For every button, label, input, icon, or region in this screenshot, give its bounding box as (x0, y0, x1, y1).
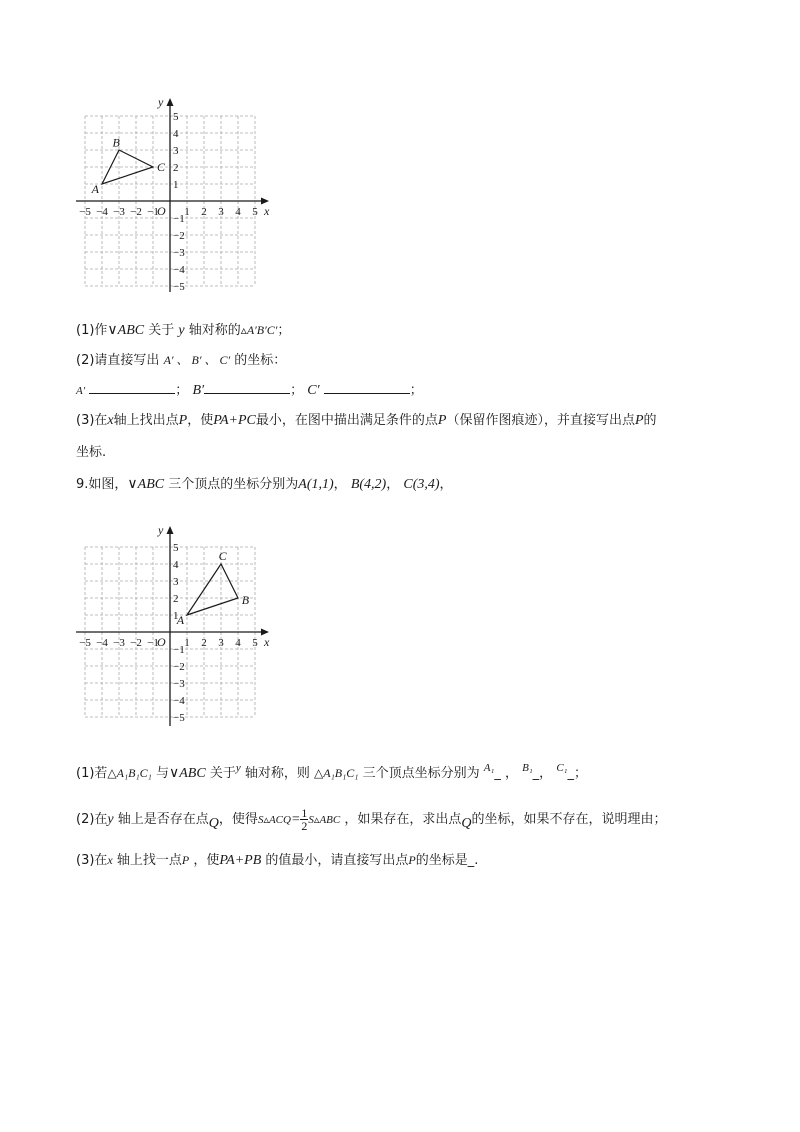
y-tick-2-2: 3 (173, 576, 179, 588)
y-axis-label-2: y (158, 523, 164, 537)
x-tick-2-9: 5 (252, 637, 258, 649)
y-tick-2-7: −3 (173, 678, 185, 690)
q8-part2: (2)请直接写出 A′ 、 B′ 、 C′ 的坐标： (76, 353, 287, 368)
x-axis-label-2: x (264, 635, 270, 649)
y-tick-1-2: 3 (173, 145, 179, 157)
answer-blank-a1[interactable]: _ (494, 766, 501, 781)
x-tick-1-2: −3 (113, 206, 125, 218)
coordinate-figure-2 (60, 516, 280, 736)
y-tick-2-8: −4 (173, 695, 185, 707)
y-axis-label-1: y (158, 95, 164, 109)
answer-blank-c1[interactable]: _ (567, 766, 574, 781)
y-axis-arrow-2 (167, 526, 174, 534)
x-tick-1-0: −5 (79, 206, 91, 218)
x-tick-2-2: −3 (113, 637, 125, 649)
y-tick-1-4: 1 (173, 179, 179, 191)
y-tick-2-1: 4 (173, 559, 179, 571)
y-tick-labels-2 (173, 542, 185, 724)
answer-blank-b1[interactable]: _ (532, 766, 540, 781)
y-tick-1-1: 4 (173, 128, 179, 140)
q9-part2: (2)在y 轴上是否存在点Q，使得S▵ACQ= $\frac{1}{2}$ S▵ABC ，如果存在，求出点Q的坐标，如果不存在，说明理由； (76, 806, 667, 833)
coordinate-figure-1 (60, 92, 280, 302)
q8-part3: (3)在x轴上找出点P，使PA+PC最小，在图中描出满足条件的点P（保留作图痕迹），并直接写出点P的 (76, 413, 657, 428)
x-tick-1-5: 1 (184, 206, 190, 218)
x-tick-1-3: −2 (130, 206, 142, 218)
x-tick-1-8: 4 (235, 206, 241, 218)
vertex-label-a-2: A (176, 612, 185, 627)
x-tick-2-8: 4 (235, 637, 241, 649)
x-tick-2-5: 1 (184, 637, 190, 649)
x-tick-1-9: 5 (252, 206, 258, 218)
vertex-label-c-2: C (218, 549, 227, 564)
x-tick-1-4: −1 (147, 206, 159, 218)
fraction-one-half: $\frac{1}{2}$ (301, 806, 308, 833)
origin-label-2: O (157, 635, 166, 649)
x-tick-labels-1 (79, 206, 258, 218)
x-tick-2-6: 2 (201, 637, 207, 649)
x-tick-1-7: 3 (218, 206, 224, 218)
y-tick-1-3: 2 (173, 162, 179, 174)
q9-part3: (3)在x 轴上找一点P ，使PA+PB 的值最小，请直接写出点P的坐标是_. (76, 853, 479, 868)
answer-blank-c[interactable] (324, 380, 410, 394)
answer-blank-b[interactable] (204, 380, 290, 394)
x-tick-2-0: −5 (79, 637, 91, 649)
y-tick-1-9: −5 (173, 281, 185, 293)
x-tick-2-4: −1 (147, 637, 159, 649)
y-tick-labels-1 (173, 111, 185, 293)
x-tick-2-7: 3 (218, 637, 224, 649)
x-tick-1-6: 2 (201, 206, 207, 218)
x-tick-2-1: −4 (96, 637, 108, 649)
q8-part3-cont: 坐标. (76, 445, 107, 460)
q9-part1: (1)若△A₁B₁C₁ 与∨ABC 关于$^y$ 轴对称，则 △A₁B₁C₁ 三个顶点坐标分别为 $^{A_1}$_ ， $^{B_1}$_， $^{C_1}$_； (76, 762, 587, 781)
q8-part1: (1)作∨ABC 关于 y 轴对称的▵A′B′C′； (76, 323, 291, 338)
x-axis-label-1: x (264, 204, 270, 218)
vertex-label-a-1: A (91, 181, 99, 196)
y-tick-1-8: −4 (173, 264, 185, 276)
x-tick-labels-2 (79, 637, 258, 649)
y-tick-1-6: −2 (173, 230, 185, 242)
y-tick-2-3: 2 (173, 593, 179, 605)
vertex-label-c-1: C (157, 160, 166, 174)
vertex-label-b-1: B (112, 135, 120, 150)
vertex-label-b-2: B (241, 592, 250, 607)
y-tick-1-5: −1 (173, 213, 185, 225)
y-tick-2-0: 5 (173, 542, 179, 554)
q8-answer-blanks: A′ ； B′ ； C′ ； (76, 380, 423, 401)
x-tick-1-1: −4 (96, 206, 108, 218)
x-tick-2-3: −2 (130, 637, 142, 649)
y-axis-arrow-1 (167, 98, 174, 106)
y-tick-1-7: −3 (173, 247, 185, 259)
q9-intro: 9.如图，∨ABC 三个顶点的坐标分别为A(1,1)， B(4,2)， C(3,4)， (76, 477, 453, 492)
origin-label-1: O (157, 204, 166, 218)
y-tick-2-4: 1 (173, 610, 179, 622)
y-tick-2-6: −2 (173, 661, 185, 673)
triangle-outline-2 (187, 564, 238, 615)
y-tick-2-5: −1 (173, 644, 185, 656)
answer-blank-a[interactable] (89, 380, 175, 394)
y-tick-2-9: −5 (173, 712, 185, 724)
y-tick-1-0: 5 (173, 111, 179, 123)
